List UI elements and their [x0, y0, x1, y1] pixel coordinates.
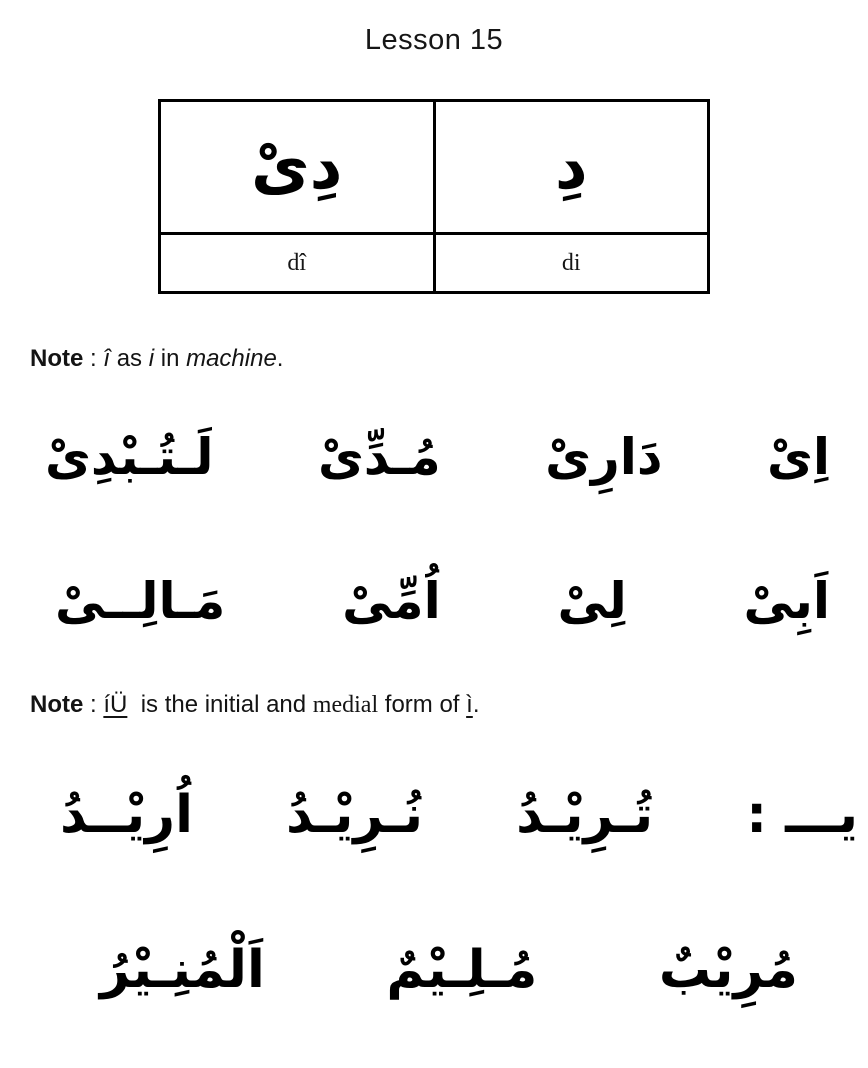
note-separator: :	[83, 691, 104, 718]
arabic-ya-initial-form: يـــ :	[746, 785, 858, 845]
note-text: is the initial and	[127, 691, 313, 718]
arabic-practice-row-1	[0, 388, 868, 526]
arabic-word: اُمِّىْ	[342, 572, 441, 630]
arabic-word: مُرِيْبٌ	[658, 940, 798, 1000]
arabic-word: اُرِيْــدُ	[60, 785, 193, 845]
arabic-word: دَارِىْ	[545, 428, 663, 486]
note-period: .	[276, 345, 284, 372]
note-separator: :	[83, 345, 104, 372]
romanization-di-short: di	[434, 234, 709, 293]
table-row-letters	[160, 101, 709, 234]
arabic-practice-row-4	[0, 892, 868, 1048]
romanization-di-long: dî	[160, 234, 435, 293]
arabic-practice-row-2	[0, 532, 868, 670]
i-circumflex-symbol: î	[103, 345, 111, 372]
arabic-word: اِىْ	[767, 428, 830, 486]
arabic-word: لَـتُـبْدِىْ	[45, 428, 214, 486]
arabic-practice-row-3	[0, 740, 868, 890]
arabic-word: اَبِىْ	[743, 572, 830, 630]
arabic-word: اَلْمُنِـيْرُ	[100, 940, 265, 1000]
note-word-medial: medial	[312, 692, 379, 718]
ya-initial-form-symbol: íÜ	[103, 691, 128, 718]
arabic-word: مُـلِـيْمٌ	[386, 940, 538, 1000]
example-word: machine	[186, 345, 277, 372]
arabic-word: تُـرِيْـدُ	[516, 785, 654, 845]
note-label: Note	[30, 691, 84, 718]
page-title: Lesson 15	[364, 24, 504, 56]
note-initial-medial-form	[30, 690, 868, 720]
note-text: in	[154, 345, 187, 372]
i-letter: i	[148, 345, 155, 372]
arabic-letter-di-short: دِ	[434, 101, 709, 234]
arabic-letter-di-long: دِىْ	[160, 101, 435, 234]
ya-base-form-symbol: ì	[466, 691, 473, 718]
note-label: Note	[30, 345, 84, 372]
note-pronunciation	[30, 344, 868, 374]
arabic-word: نُـرِيْـدُ	[286, 785, 424, 845]
note-period: .	[472, 691, 480, 718]
arabic-word: مُـدِّىْ	[317, 428, 441, 486]
letter-form-table	[158, 99, 710, 294]
note-text: as	[110, 345, 149, 372]
arabic-word: مَـالِــىْ	[55, 572, 226, 630]
note-text: form of	[378, 691, 467, 718]
table-row-romanization	[160, 234, 709, 293]
arabic-word: لِىْ	[557, 572, 627, 630]
